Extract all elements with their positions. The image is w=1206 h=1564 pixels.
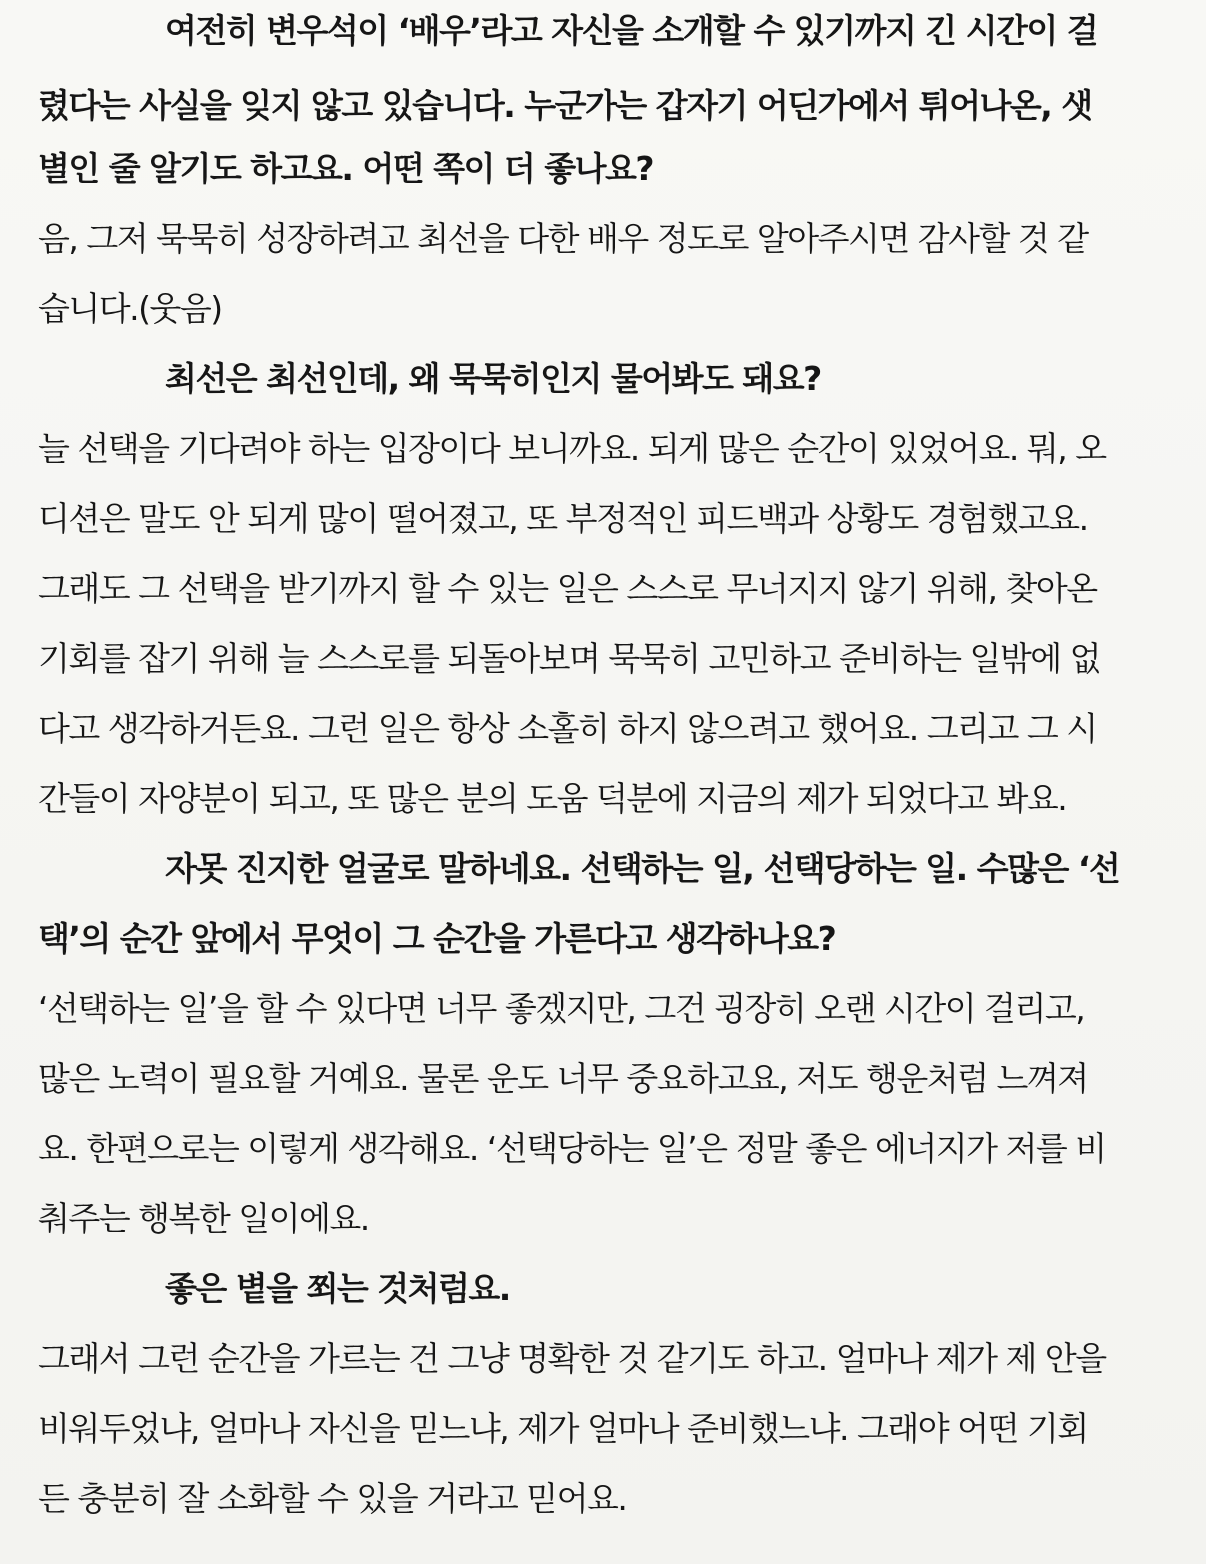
answer-line: 늘 선택을 기다려야 하는 입장이다 보니까요. 되게 많은 순간이 있었어요. 뭐, 오: [38, 429, 1106, 468]
question-line: 좋은 볕을 쬐는 것처럼요.: [165, 1269, 510, 1308]
answer-line: 간들이 자양분이 되고, 또 많은 분의 도움 덕분에 지금의 제가 되었다고 봐요.: [38, 779, 1067, 818]
answer-line: 든 충분히 잘 소화할 수 있을 거라고 믿어요.: [38, 1479, 627, 1518]
question-line: 별인 줄 알기도 하고요. 어떤 쪽이 더 좋나요?: [38, 149, 654, 188]
answer-line: 비워두었냐, 얼마나 자신을 믿느냐, 제가 얼마나 준비했느냐. 그래야 어떤 기회: [38, 1409, 1088, 1448]
answer-line: 요. 한편으로는 이렇게 생각해요. ‘선택당하는 일’은 정말 좋은 에너지가 저를 비: [38, 1129, 1106, 1168]
question-line: 여전히 변우석이 ‘배우’라고 자신을 소개할 수 있기까지 긴 시간이 걸: [165, 11, 1098, 50]
question-line: 택’의 순간 앞에서 무엇이 그 순간을 가른다고 생각하나요?: [38, 919, 836, 958]
answer-line: 다고 생각하거든요. 그런 일은 항상 소홀히 하지 않으려고 했어요. 그리고 그 시: [38, 709, 1097, 748]
answer-line: 많은 노력이 필요할 거예요. 물론 운도 너무 중요하고요, 저도 행운처럼 느껴져: [38, 1059, 1088, 1098]
answer-line: 그래서 그런 순간을 가르는 건 그냥 명확한 것 같기도 하고. 얼마나 제가 제 안을: [38, 1339, 1106, 1378]
question-line: 자못 진지한 얼굴로 말하네요. 선택하는 일, 선택당하는 일. 수많은 ‘선: [165, 849, 1120, 888]
question-line: 렸다는 사실을 잊지 않고 있습니다. 누군가는 갑자기 어딘가에서 튀어나온, 샛: [38, 86, 1092, 125]
answer-line: 춰주는 행복한 일이에요.: [38, 1199, 369, 1238]
answer-line: 기회를 잡기 위해 늘 스스로를 되돌아보며 묵묵히 고민하고 준비하는 일밖에 없: [38, 639, 1100, 678]
answer-line: 디션은 말도 안 되게 많이 떨어졌고, 또 부정적인 피드백과 상황도 경험했고요.: [38, 499, 1088, 538]
answer-line: 습니다.(웃음): [38, 289, 222, 328]
answer-line: 그래도 그 선택을 받기까지 할 수 있는 일은 스스로 무너지지 않기 위해, 찾아온: [38, 569, 1097, 608]
answer-line: ‘선택하는 일’을 할 수 있다면 너무 좋겠지만, 그건 굉장히 오랜 시간이 걸리고,: [38, 989, 1085, 1028]
question-line: 최선은 최선인데, 왜 묵묵히인지 물어봐도 돼요?: [165, 359, 821, 398]
answer-line: 음, 그저 묵묵히 성장하려고 최선을 다한 배우 정도로 알아주시면 감사할 것 같: [38, 219, 1088, 258]
